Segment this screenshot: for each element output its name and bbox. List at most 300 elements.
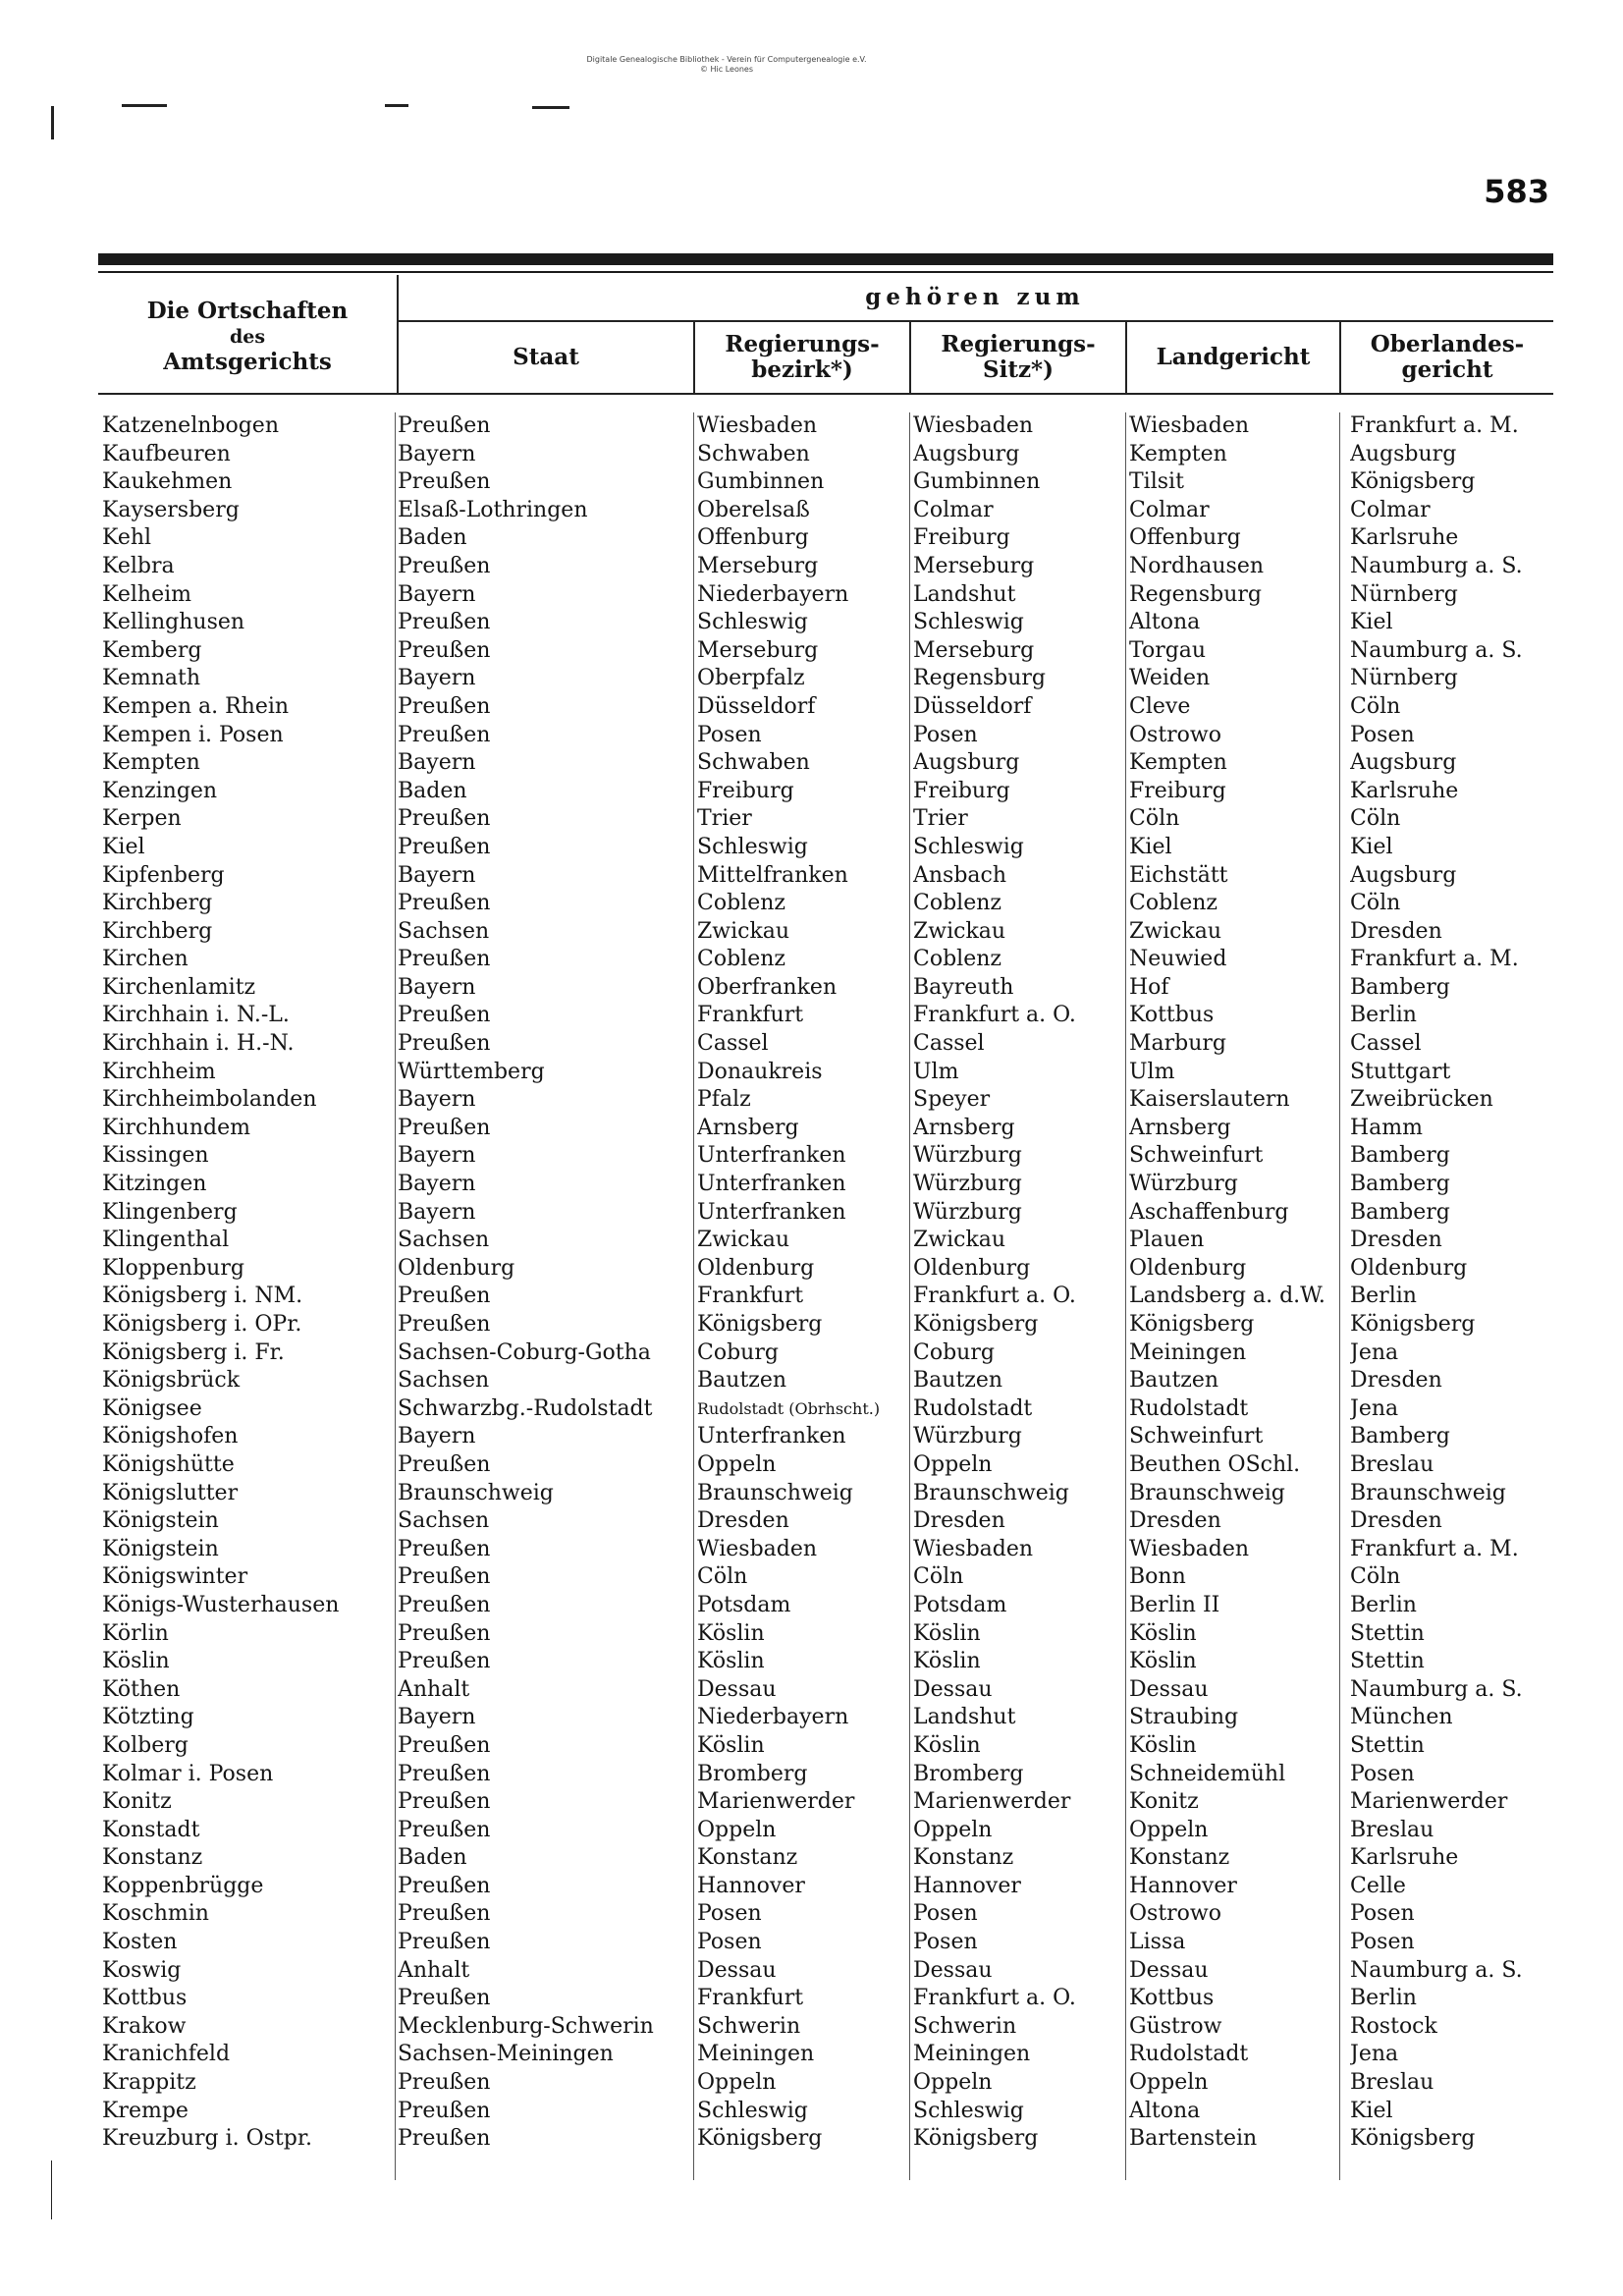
oberlandesgericht-cell: Nürnberg [1350, 581, 1458, 607]
oberlandesgericht-cell: Breslau [1350, 1451, 1434, 1477]
landgericht-cell: Altona [1129, 2098, 1201, 2123]
landgericht-cell: Rudolstadt [1129, 2042, 1249, 2067]
table-row [98, 1929, 1553, 1957]
oberlandesgericht-cell: Posen [1350, 1761, 1415, 1786]
table-row [98, 1563, 1553, 1592]
oberlandesgericht-cell: Frankfurt a. M. [1350, 1536, 1519, 1561]
regierungssitz-cell: Posen [913, 1930, 978, 1955]
staat-cell: Preußen [398, 413, 491, 438]
table-row [98, 1030, 1553, 1059]
staat-cell: Anhalt [398, 1676, 470, 1702]
ortschaft-cell: Kipfenberg [102, 862, 225, 888]
ortschaft-cell: Königsee [102, 1395, 202, 1421]
regierungsbezirk-cell: Königsberg [697, 2126, 823, 2152]
landgericht-cell: Kempten [1129, 750, 1227, 776]
regierungssitz-cell: Schleswig [913, 834, 1024, 859]
ortschaft-cell: Kelbra [102, 553, 175, 578]
oberlandesgericht-cell: Cöln [1350, 1564, 1401, 1590]
regierungsbezirk-cell: Oppeln [697, 2070, 777, 2096]
regierungsbezirk-cell: Düsseldorf [697, 693, 816, 719]
landgericht-cell: Landsberg a. d.W. [1129, 1284, 1325, 1309]
staat-cell: Preußen [398, 1536, 491, 1561]
oberlandesgericht-cell: Breslau [1350, 2070, 1434, 2096]
header-bottom-rule [98, 393, 1553, 395]
regierungssitz-cell: Ansbach [913, 862, 1007, 888]
landgericht-cell: Oldenburg [1129, 1255, 1247, 1281]
ortschaft-cell: Kaukehmen [102, 469, 233, 495]
ortschaft-cell: Krempe [102, 2098, 189, 2123]
oberlandesgericht-cell: Karlsruhe [1350, 778, 1459, 803]
ortschaft-cell: Kottbus [102, 1986, 188, 2011]
staat-cell: Preußen [398, 1312, 491, 1337]
regierungssitz-cell: Wiesbaden [913, 1536, 1034, 1561]
regierungsbezirk-cell: Coburg [697, 1339, 779, 1365]
regierungssitz-cell: Marienwerder [913, 1789, 1071, 1815]
oberlandesgericht-cell: Dresden [1350, 1368, 1442, 1394]
regierungssitz-cell: Zwickau [913, 918, 1006, 944]
regierungsbezirk-cell: Bromberg [697, 1761, 808, 1786]
landgericht-cell: Kottbus [1129, 1003, 1215, 1028]
oberlandesgericht-cell: Celle [1350, 1873, 1406, 1898]
regierungsbezirk-cell: Freiburg [697, 778, 794, 803]
oberlandesgericht-cell: Jena [1350, 1339, 1399, 1365]
table-row [98, 412, 1553, 441]
table-row [98, 441, 1553, 469]
ortschaft-cell: Kirchberg [102, 891, 213, 916]
staat-cell: Württemberg [398, 1059, 545, 1084]
oberlandesgericht-cell: Naumburg a. S. [1350, 1957, 1523, 1983]
landgericht-cell: Nordhausen [1129, 553, 1265, 578]
staat-cell: Sachsen-Meiningen [398, 2042, 614, 2067]
ortschaft-cell: Königswinter [102, 1564, 248, 1590]
column-header-oberlandesgericht [1341, 322, 1553, 393]
landgericht-cell: Braunschweig [1129, 1480, 1285, 1505]
table-row [98, 722, 1553, 750]
regierungssitz-cell: Posen [913, 722, 978, 747]
regierungsbezirk-cell: Oberelsaß [697, 497, 810, 522]
regierungsbezirk-cell: Köslin [697, 1649, 765, 1674]
regierungssitz-cell: Würzburg [913, 1424, 1022, 1449]
regierungsbezirk-cell: Schleswig [697, 834, 808, 859]
staat-cell: Preußen [398, 1284, 491, 1309]
oberlandesgericht-cell: Posen [1350, 722, 1415, 747]
scan-edge-mark [51, 2160, 52, 2219]
regierungssitz-cell: Oppeln [913, 1451, 993, 1477]
table-header [98, 275, 1553, 395]
table-body [98, 412, 1553, 2154]
oberlandesgericht-cell: Oldenburg [1350, 1255, 1468, 1281]
table-row [98, 1900, 1553, 1929]
regierungssitz-cell: Augsburg [913, 441, 1020, 466]
regierungssitz-cell: Schleswig [913, 610, 1024, 635]
ortschaft-cell: Königsbrück [102, 1368, 241, 1394]
regierungsbezirk-cell: Schleswig [697, 610, 808, 635]
regierungsbezirk-cell: Königsberg [697, 1312, 823, 1337]
ortschaft-cell: Königshofen [102, 1424, 239, 1449]
column-header-regierungssitz [911, 322, 1125, 393]
regierungssitz-cell: Braunschweig [913, 1480, 1069, 1505]
staat-cell: Preußen [398, 722, 491, 747]
landgericht-cell: Hannover [1129, 1873, 1237, 1898]
landgericht-cell: Köslin [1129, 1649, 1197, 1674]
table-row [98, 1957, 1553, 1986]
oberlandesgericht-cell: Berlin [1350, 1986, 1417, 2011]
landgericht-cell: Ulm [1129, 1059, 1175, 1084]
oberlandesgericht-cell: Kiel [1350, 834, 1393, 859]
regierungssitz-cell: Arnsberg [913, 1115, 1015, 1140]
table-row [98, 693, 1553, 722]
table-row [98, 749, 1553, 778]
ortschaft-cell: Kirchheimbolanden [102, 1087, 317, 1113]
ortschaft-cell: Königstein [102, 1508, 219, 1534]
ortschaft-cell: Kenzingen [102, 778, 218, 803]
regierungssitz-cell: Meiningen [913, 2042, 1031, 2067]
oberlandesgericht-cell: Dresden [1350, 918, 1442, 944]
landgericht-cell: Straubing [1129, 1705, 1239, 1730]
regierungssitz-cell: Königsberg [913, 1312, 1039, 1337]
regierungsbezirk-cell: Konstanz [697, 1845, 798, 1871]
oberlandesgericht-cell: Bamberg [1350, 1143, 1450, 1169]
oberlandesgericht-cell: Cöln [1350, 693, 1401, 719]
staat-cell: Sachsen [398, 918, 490, 944]
table-row [98, 974, 1553, 1003]
regierungsbezirk-cell: Arnsberg [697, 1115, 799, 1140]
landgericht-cell: Bautzen [1129, 1368, 1219, 1394]
ortschaft-cell: Köthen [102, 1676, 181, 1702]
regierungsbezirk-cell: Köslin [697, 1620, 765, 1646]
column-header-ortschaften-line-2: des [229, 326, 266, 348]
landgericht-cell: Kottbus [1129, 1986, 1215, 2011]
table-row [98, 1283, 1553, 1311]
regierungssitz-cell: Oldenburg [913, 1255, 1031, 1281]
regierungsbezirk-cell: Unterfranken [697, 1143, 846, 1169]
table-row [98, 665, 1553, 693]
oberlandesgericht-cell: Augsburg [1350, 862, 1457, 888]
table-row [98, 524, 1553, 553]
oberlandesgericht-cell: Stettin [1350, 1620, 1425, 1646]
regierungssitz-cell: Posen [913, 1901, 978, 1927]
column-header-landgericht: Landgericht [1156, 344, 1311, 370]
regierungsbezirk-cell: Marienwerder [697, 1789, 855, 1815]
landgericht-cell: Berlin II [1129, 1592, 1220, 1617]
ortschaft-cell: Kirchenlamitz [102, 974, 256, 1000]
regierungsbezirk-cell: Donaukreis [697, 1059, 823, 1084]
regierungssitz-cell: Dessau [913, 1957, 993, 1983]
regierungssitz-cell: Bayreuth [913, 974, 1014, 1000]
landgericht-cell: Rudolstadt [1129, 1395, 1249, 1421]
regierungsbezirk-cell: Oberfranken [697, 974, 838, 1000]
staat-cell: Preußen [398, 1620, 491, 1646]
regierungsbezirk-cell: Zwickau [697, 918, 790, 944]
staat-cell: Elsaß-Lothringen [398, 497, 588, 522]
regierungssitz-cell: Wiesbaden [913, 413, 1034, 438]
staat-cell: Preußen [398, 947, 491, 972]
oberlandesgericht-cell: Frankfurt a. M. [1350, 413, 1519, 438]
staat-cell: Preußen [398, 2126, 491, 2152]
regierungsbezirk-cell: Unterfranken [697, 1172, 846, 1197]
regierungsbezirk-cell: Wiesbaden [697, 413, 818, 438]
regierungsbezirk-cell: Merseburg [697, 637, 819, 663]
table-row [98, 1142, 1553, 1171]
table-row [98, 1367, 1553, 1395]
oberlandesgericht-cell: Königsberg [1350, 2126, 1476, 2152]
landgericht-cell: Schweinfurt [1129, 1143, 1264, 1169]
table-row [98, 497, 1553, 525]
ortschaft-cell: Kirchhain i. H.-N. [102, 1031, 295, 1057]
table-row [98, 862, 1553, 891]
oberlandesgericht-cell: Breslau [1350, 1817, 1434, 1842]
header-top-rule-thin [98, 271, 1553, 273]
regierungssitz-cell: Hannover [913, 1873, 1021, 1898]
ortschaft-cell: Koswig [102, 1957, 182, 1983]
table-row [98, 1086, 1553, 1115]
regierungssitz-cell: Zwickau [913, 1228, 1006, 1253]
table-row [98, 1255, 1553, 1284]
regierungssitz-cell: Regensburg [913, 666, 1046, 691]
ortschaft-cell: Königs-Wusterhausen [102, 1592, 340, 1617]
oberlandesgericht-cell: Frankfurt a. M. [1350, 947, 1519, 972]
ortschaft-cell: Klingenthal [102, 1228, 230, 1253]
staat-cell: Preußen [398, 1732, 491, 1758]
regierungsbezirk-cell: Wiesbaden [697, 1536, 818, 1561]
regierungsbezirk-cell: Frankfurt [697, 1986, 804, 2011]
ortschaft-cell: Krappitz [102, 2070, 196, 2096]
ortschaft-cell: Kaufbeuren [102, 441, 231, 466]
column-header-staat: Staat [513, 344, 579, 370]
table-row [98, 1199, 1553, 1228]
staat-cell: Bayern [398, 1705, 476, 1730]
oberlandesgericht-cell: Augsburg [1350, 750, 1457, 776]
regierungsbezirk-cell: Dresden [697, 1508, 789, 1534]
regierungsbezirk-cell: Bautzen [697, 1368, 787, 1394]
regierungsbezirk-cell: Coblenz [697, 947, 785, 972]
regierungsbezirk-cell: Cassel [697, 1031, 769, 1057]
oberlandesgericht-cell: Naumburg a. S. [1350, 1676, 1523, 1702]
oberlandesgericht-cell: Dresden [1350, 1508, 1442, 1534]
column-header-regierungssitz-line-2: Sitz*) [983, 356, 1054, 383]
oberlandesgericht-cell: Berlin [1350, 1592, 1417, 1617]
landgericht-cell: Güstrow [1129, 2013, 1222, 2039]
regierungssitz-cell: Ulm [913, 1059, 959, 1084]
regierungsbezirk-cell: Posen [697, 722, 762, 747]
regierungssitz-cell: Freiburg [913, 778, 1010, 803]
oberlandesgericht-cell: Hamm [1350, 1115, 1424, 1140]
landgericht-cell: Schweinfurt [1129, 1424, 1264, 1449]
staat-cell: Preußen [398, 1930, 491, 1955]
oberlandesgericht-cell: Stuttgart [1350, 1059, 1451, 1084]
ortschaft-cell: Konstanz [102, 1845, 203, 1871]
table-row [98, 1592, 1553, 1620]
oberlandesgericht-cell: Naumburg a. S. [1350, 553, 1523, 578]
ortschaft-cell: Kirchhain i. N.-L. [102, 1003, 290, 1028]
regierungssitz-cell: Cöln [913, 1564, 964, 1590]
regierungssitz-cell: Schwerin [913, 2013, 1017, 2039]
ortschaft-cell: Königslutter [102, 1480, 239, 1505]
regierungssitz-cell: Merseburg [913, 553, 1035, 578]
regierungsbezirk-cell: Zwickau [697, 1228, 790, 1253]
table-row [98, 1648, 1553, 1676]
staat-cell: Preußen [398, 1789, 491, 1815]
oberlandesgericht-cell: Cöln [1350, 806, 1401, 832]
regierungsbezirk-cell: Merseburg [697, 553, 819, 578]
regierungssitz-cell: Speyer [913, 1087, 991, 1113]
table-row [98, 609, 1553, 637]
oberlandesgericht-cell: Königsberg [1350, 469, 1476, 495]
regierungsbezirk-cell: Unterfranken [697, 1199, 846, 1225]
landgericht-cell: Ostrowo [1129, 1901, 1222, 1927]
ortschaft-cell: Konitz [102, 1789, 172, 1815]
regierungssitz-cell: Bautzen [913, 1368, 1003, 1394]
table-row [98, 2013, 1553, 2042]
table-row [98, 1059, 1553, 1087]
scan-dash-mark [385, 104, 408, 107]
ortschaft-cell: Krakow [102, 2013, 187, 2039]
landgericht-cell: Kiel [1129, 834, 1172, 859]
staat-cell: Preußen [398, 1031, 491, 1057]
column-header-ortschaften [98, 285, 397, 389]
landgericht-cell: Wiesbaden [1129, 413, 1250, 438]
landgericht-cell: Bartenstein [1129, 2126, 1258, 2152]
landgericht-cell: Dessau [1129, 1957, 1209, 1983]
table-row [98, 890, 1553, 918]
regierungssitz-cell: Köslin [913, 1620, 981, 1646]
oberlandesgericht-cell: Bamberg [1350, 974, 1450, 1000]
regierungsbezirk-cell: Braunschweig [697, 1480, 853, 1505]
ortschaft-cell: Kirchheim [102, 1059, 216, 1084]
staat-cell: Preußen [398, 1115, 491, 1140]
regierungsbezirk-cell: Meiningen [697, 2042, 815, 2067]
staat-cell: Bayern [398, 974, 476, 1000]
regierungsbezirk-cell: Oldenburg [697, 1255, 815, 1281]
staat-cell: Bayern [398, 581, 476, 607]
regierungsbezirk-cell: Rudolstadt (Obrhscht.) [697, 1398, 881, 1418]
table-row [98, 1844, 1553, 1873]
staat-cell: Anhalt [398, 1957, 470, 1983]
regierungsbezirk-cell: Oberpfalz [697, 666, 805, 691]
table-row [98, 1704, 1553, 1732]
landgericht-cell: Konitz [1129, 1789, 1199, 1815]
regierungssitz-cell: Frankfurt a. O. [913, 1284, 1076, 1309]
staat-cell: Preußen [398, 1451, 491, 1477]
staat-cell: Bayern [398, 1087, 476, 1113]
staat-cell: Sachsen [398, 1508, 490, 1534]
landgericht-cell: Würzburg [1129, 1172, 1238, 1197]
staat-cell: Preußen [398, 1817, 491, 1842]
regierungssitz-cell: Coburg [913, 1339, 995, 1365]
oberlandesgericht-cell: Jena [1350, 2042, 1399, 2067]
page-number: 583 [1484, 173, 1549, 210]
ortschaft-cell: Kloppenburg [102, 1255, 244, 1281]
regierungssitz-cell: Schleswig [913, 2098, 1024, 2123]
regierungsbezirk-cell: Köslin [697, 1732, 765, 1758]
regierungssitz-cell: Coblenz [913, 891, 1001, 916]
regierungsbezirk-cell: Offenburg [697, 525, 809, 551]
table-row [98, 468, 1553, 497]
scan-dash-mark [532, 106, 569, 109]
watermark-line-1: Digitale Genealogische Bibliothek - Verein für Computergenealogie e.V. [586, 55, 867, 64]
oberlandesgericht-cell: Stettin [1350, 1649, 1425, 1674]
ortschaft-cell: Koppenbrügge [102, 1873, 264, 1898]
staat-cell: Preußen [398, 693, 491, 719]
landgericht-cell: Arnsberg [1129, 1115, 1231, 1140]
ortschaft-cell: Kirchhundem [102, 1115, 250, 1140]
landgericht-cell: Kempten [1129, 441, 1227, 466]
regierungsbezirk-cell: Schwaben [697, 441, 810, 466]
staat-cell: Bayern [398, 1143, 476, 1169]
regierungssitz-cell: Oppeln [913, 1817, 993, 1842]
regierungssitz-cell: Gumbinnen [913, 469, 1041, 495]
column-header-oberlandesgericht-line-1: Oberlandes- [1370, 331, 1525, 357]
ortschaft-cell: Kempen i. Posen [102, 722, 284, 747]
regierungsbezirk-cell: Oppeln [697, 1451, 777, 1477]
staat-cell: Preußen [398, 1901, 491, 1927]
staat-cell: Schwarzbg.-Rudolstadt [398, 1395, 653, 1421]
landgericht-cell: Lissa [1129, 1930, 1186, 1955]
oberlandesgericht-cell: Kiel [1350, 2098, 1393, 2123]
staat-cell: Preußen [398, 2070, 491, 2096]
table-row [98, 1788, 1553, 1817]
table-row [98, 1227, 1553, 1255]
regierungsbezirk-cell: Gumbinnen [697, 469, 825, 495]
regierungssitz-cell: Colmar [913, 497, 994, 522]
landgericht-cell: Colmar [1129, 497, 1210, 522]
staat-cell: Preußen [398, 1003, 491, 1028]
staat-cell: Preußen [398, 806, 491, 832]
column-header-ortschaften-line-3: Amtsgerichts [163, 349, 332, 375]
regierungssitz-cell: Trier [913, 806, 968, 832]
landgericht-cell: Köslin [1129, 1620, 1197, 1646]
regierungssitz-cell: Landshut [913, 581, 1016, 607]
column-header-regierungsbezirk-line-1: Regierungs- [725, 331, 880, 357]
table-row [98, 1761, 1553, 1789]
table-row [98, 1171, 1553, 1199]
regierungsbezirk-cell: Coblenz [697, 891, 785, 916]
oberlandesgericht-cell: Braunschweig [1350, 1480, 1506, 1505]
ortschaft-cell: Kemberg [102, 637, 202, 663]
staat-cell: Preußen [398, 1986, 491, 2011]
oberlandesgericht-cell: Stettin [1350, 1732, 1425, 1758]
oberlandesgericht-cell: Bamberg [1350, 1424, 1450, 1449]
regierungssitz-cell: Würzburg [913, 1172, 1022, 1197]
landgericht-cell: Oppeln [1129, 2070, 1209, 2096]
ortschaft-cell: Kehl [102, 525, 152, 551]
landgericht-cell: Ostrowo [1129, 722, 1222, 747]
column-header-regierungsbezirk [695, 322, 909, 393]
oberlandesgericht-cell: Karlsruhe [1350, 1845, 1459, 1871]
ortschaft-cell: Kirchberg [102, 918, 213, 944]
regierungsbezirk-cell: Posen [697, 1901, 762, 1927]
regierungsbezirk-cell: Oppeln [697, 1817, 777, 1842]
table-row [98, 1536, 1553, 1564]
table-row [98, 778, 1553, 806]
header-top-rule [98, 253, 1553, 265]
landgericht-cell: Dresden [1129, 1508, 1221, 1534]
oberlandesgericht-cell: Naumburg a. S. [1350, 637, 1523, 663]
staat-cell: Bayern [398, 862, 476, 888]
column-header-regierungssitz-line-1: Regierungs- [941, 331, 1096, 357]
landgericht-cell: Altona [1129, 610, 1201, 635]
oberlandesgericht-cell: Jena [1350, 1395, 1399, 1421]
staat-cell: Sachsen [398, 1368, 490, 1394]
table-row [98, 1480, 1553, 1508]
table-row [98, 1676, 1553, 1705]
staat-cell: Preußen [398, 891, 491, 916]
table-row [98, 918, 1553, 947]
regierungssitz-cell: Coblenz [913, 947, 1001, 972]
regierungssitz-cell: Freiburg [913, 525, 1010, 551]
landgericht-cell: Weiden [1129, 666, 1211, 691]
oberlandesgericht-cell: Bamberg [1350, 1199, 1450, 1225]
